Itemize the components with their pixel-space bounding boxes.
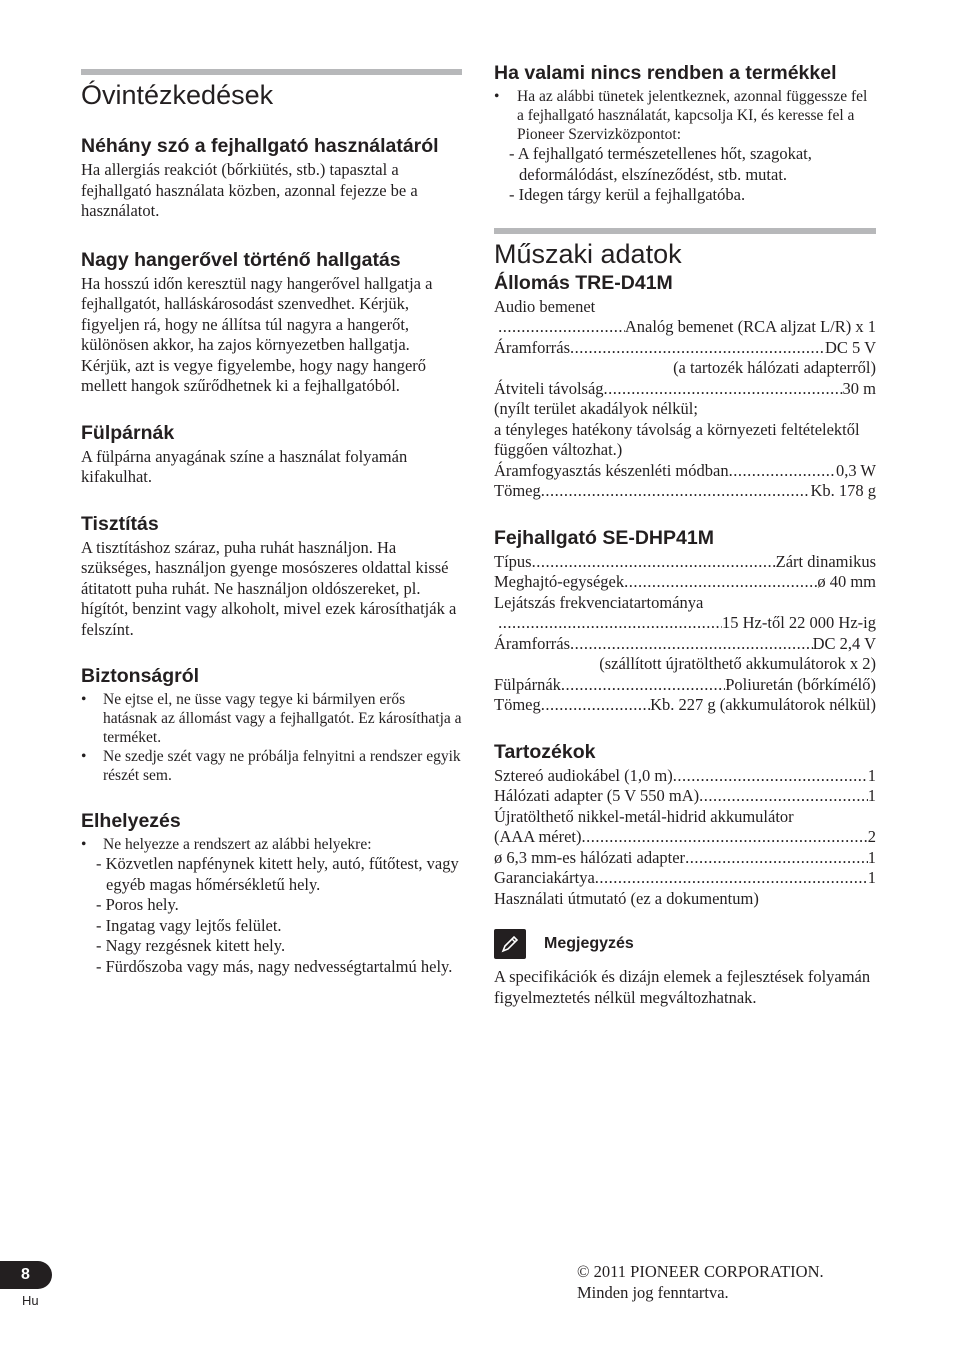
spec-label: (AAA méret) <box>494 827 582 846</box>
specs-title: Műszaki adatok <box>494 238 682 269</box>
spec-value: 1 <box>867 847 876 867</box>
heading-accessories: Tartozékok <box>494 740 596 763</box>
note-header <box>494 929 876 959</box>
spec-row-power <box>494 338 876 359</box>
heading-placement: Elhelyezés <box>81 810 181 832</box>
page-number: 8 <box>21 1266 30 1283</box>
bullet-trouble: • Ha az alábbi tünetek jelentkeznek, azonnal függessze fel a fejhallgató használatát, kapcsolja KI, és keresse fel a Pioneer Szervizközpontot: <box>494 87 876 144</box>
heading-headphone: Fejhallgató SE-DHP41M <box>494 526 714 549</box>
spec-label: Újratölthető nikkel-metál-hidrid akkumulátor <box>494 806 794 826</box>
heading-safety: Biztonságról <box>81 665 200 687</box>
section-rule <box>81 69 462 75</box>
pencil-icon <box>494 929 526 959</box>
copyright <box>577 1261 824 1303</box>
placement-item: - Fürdőszoba vagy más, nagy nedvességtartalmú hely. <box>96 956 453 976</box>
paragraph-volume-1: Ha hosszú időn keresztül nagy hangerővel hallgatja a fejhallgatót, halláskárosodást szenvedhet. Kérjük, figyeljen rá, hogy ne állítsa túl nagyra a hangerőt, különösen akkor, ha zajos környezetben hallgatja. <box>81 273 433 354</box>
spec-row-hp-weight <box>494 695 876 716</box>
left-column <box>81 0 462 977</box>
bullet-placement: • Ne helyezze a rendszert az alábbi helyekre: <box>81 835 462 854</box>
note-text: A specifikációk és dizájn elemek a fejlesztések folyamán figyelmeztetés nélkül megváltozhatnak. <box>494 967 871 1007</box>
placement-item: - Ingatag vagy lejtős felület. <box>96 915 282 935</box>
spec-row-hp-power <box>494 634 876 655</box>
spec-value: 15 Hz-től 22 000 Hz-ig <box>722 613 876 632</box>
language-code: Hu <box>22 1293 39 1308</box>
heading-volume: Nagy hangerővel történő hallgatás <box>81 248 401 271</box>
paragraph-usage: Ha allergiás reakciót (bőrkiütés, stb.) tapasztal a fejhallgató használata közben, azonnal fejezze be a használatot. <box>81 160 418 220</box>
spec-label: ø 6,3 mm-es hálózati adapter <box>494 847 686 867</box>
spec-label: Használati útmutató (ez a dokumentum) <box>494 888 759 908</box>
spec-value: 1 <box>867 765 876 785</box>
spec-value: DC 2,4 V <box>812 633 876 653</box>
spec-value: DC 5 V <box>824 337 876 357</box>
spec-row-audio <box>494 317 876 338</box>
spec-label: Meghajtó-egységek <box>494 572 625 591</box>
placement-item: - Nagy rezgésnek kitett hely. <box>96 936 286 955</box>
paragraph-earpads: A fülpárna anyagának színe a használat folyamán kifakulhat. <box>81 446 408 486</box>
spec-value: 1 <box>867 868 876 887</box>
spec-label: Típus <box>494 551 532 571</box>
spec-label: Sztereó audiokábel (1,0 m) <box>494 765 673 785</box>
spec-value: Kb. 178 g <box>810 481 876 500</box>
copyright-line-1: © 2011 PIONEER CORPORATION. <box>577 1262 824 1281</box>
bullet-safety-1: • Ne ejtse el, ne üsse vagy tegye ki bármilyen erős hatásnak az állomást vagy a fejhallgatót. Ez károsíthatja a terméket. <box>81 690 462 747</box>
spec-value: ø 40 mm <box>817 572 876 591</box>
spec-audio-label: Audio bemenet <box>494 296 596 316</box>
spec-value: Poliuretán (bőrkímélő) <box>725 674 876 694</box>
spec-label: Áramforrás <box>494 633 571 653</box>
spec-value: Analóg bemenet (RCA aljzat L/R) x 1 <box>624 317 876 336</box>
section-rule <box>494 228 876 234</box>
spec-value: 30 m <box>842 378 876 398</box>
spec-value: 1 <box>867 786 876 805</box>
spec-label: Átviteli távolság <box>494 378 604 398</box>
accessory-row <box>494 848 876 869</box>
spec-row-pads <box>494 675 876 696</box>
pencil-icon-glyph <box>500 934 520 954</box>
spec-value: 2 <box>867 827 876 846</box>
bullet-safety-2: • Ne szedje szét vagy ne próbálja felnyitni a rendszer egyik részét sem. <box>81 747 462 785</box>
spec-note: (a tartozék hálózati adapterről) <box>673 358 876 377</box>
accessory-row <box>494 766 876 787</box>
spec-label: Garanciakártya <box>494 868 595 887</box>
placement-item: - Közvetlen napfénynek kitett hely, autó, fűtőtest, vagy egyéb magas hőmérsékletű hely. <box>96 854 459 894</box>
spec-label: Fülpárnák <box>494 674 561 694</box>
heading-cleaning: Tisztítás <box>81 512 159 535</box>
spec-label: Áramforrás <box>494 337 571 357</box>
spec-note: (szállított újratölthető akkumulátorok x 2) <box>599 654 876 673</box>
heading-usage: Néhány szó a fejhallgató használatáról <box>81 135 439 157</box>
placement-item: - Poros hely. <box>96 895 179 914</box>
spec-label: Áramfogyasztás készenléti módban <box>494 460 729 480</box>
accessory-row <box>494 786 876 807</box>
spec-value: 0,3 W <box>835 460 876 480</box>
page-title: Óvintézkedések <box>81 80 274 110</box>
spec-row-standby <box>494 461 876 482</box>
spec-label: Hálózati adapter (5 V 550 mA) <box>494 786 700 805</box>
accessory-row <box>494 827 876 848</box>
accessory-row <box>494 868 876 889</box>
spec-label: Tömeg <box>494 481 541 500</box>
spec-row-driver <box>494 572 876 593</box>
spec-note: (nyílt terület akadályok nélkül; <box>494 399 698 418</box>
spec-label: Tömeg <box>494 695 541 714</box>
trouble-item: - Idegen tárgy kerül a fejhallgatóba. <box>509 185 746 204</box>
heading-earpads: Fülpárnák <box>81 421 175 444</box>
spec-row-weight <box>494 481 876 502</box>
spec-value: Zárt dinamikus <box>775 551 876 571</box>
spec-label: Lejátszás frekvenciatartománya <box>494 592 704 612</box>
note-label: Megjegyzés <box>544 935 634 952</box>
spec-note: a tényleges hatékony távolság a környezeti feltételektől függően változhat.) <box>494 419 860 459</box>
copyright-line-2: Minden jog fenntartva. <box>577 1283 729 1302</box>
paragraph-cleaning: A tisztításhoz száraz, puha ruhát használjon. Ha szükséges, használjon gyenge mosószeres oldattal kissé átitatott puha ruhát. Ne használjon oldószereket, pl. hígítót, benzint vagy alkoholt, mivel ezek károsíthatják a felszínt. <box>81 537 457 639</box>
trouble-item: - A fejhallgató természetellenes hőt, szagokat, deformálódást, elszíneződést, stb. mutat. <box>509 144 812 184</box>
right-column <box>494 0 876 1008</box>
page-number-badge <box>0 1261 52 1289</box>
heading-trouble: Ha valami nincs rendben a termékkel <box>494 62 837 84</box>
spec-row-range <box>494 379 876 400</box>
paragraph-volume-2: Kérjük, azt is vegye figyelembe, hogy nagy hangerő mellett hangok szűrődhetnek ki a fejhallgatóból. <box>81 355 427 395</box>
spec-row-freq <box>494 613 876 634</box>
spec-row-type <box>494 552 876 573</box>
heading-station: Állomás TRE-D41M <box>494 271 673 294</box>
spec-value: Kb. 227 g (akkumulátorok nélkül) <box>650 695 876 714</box>
